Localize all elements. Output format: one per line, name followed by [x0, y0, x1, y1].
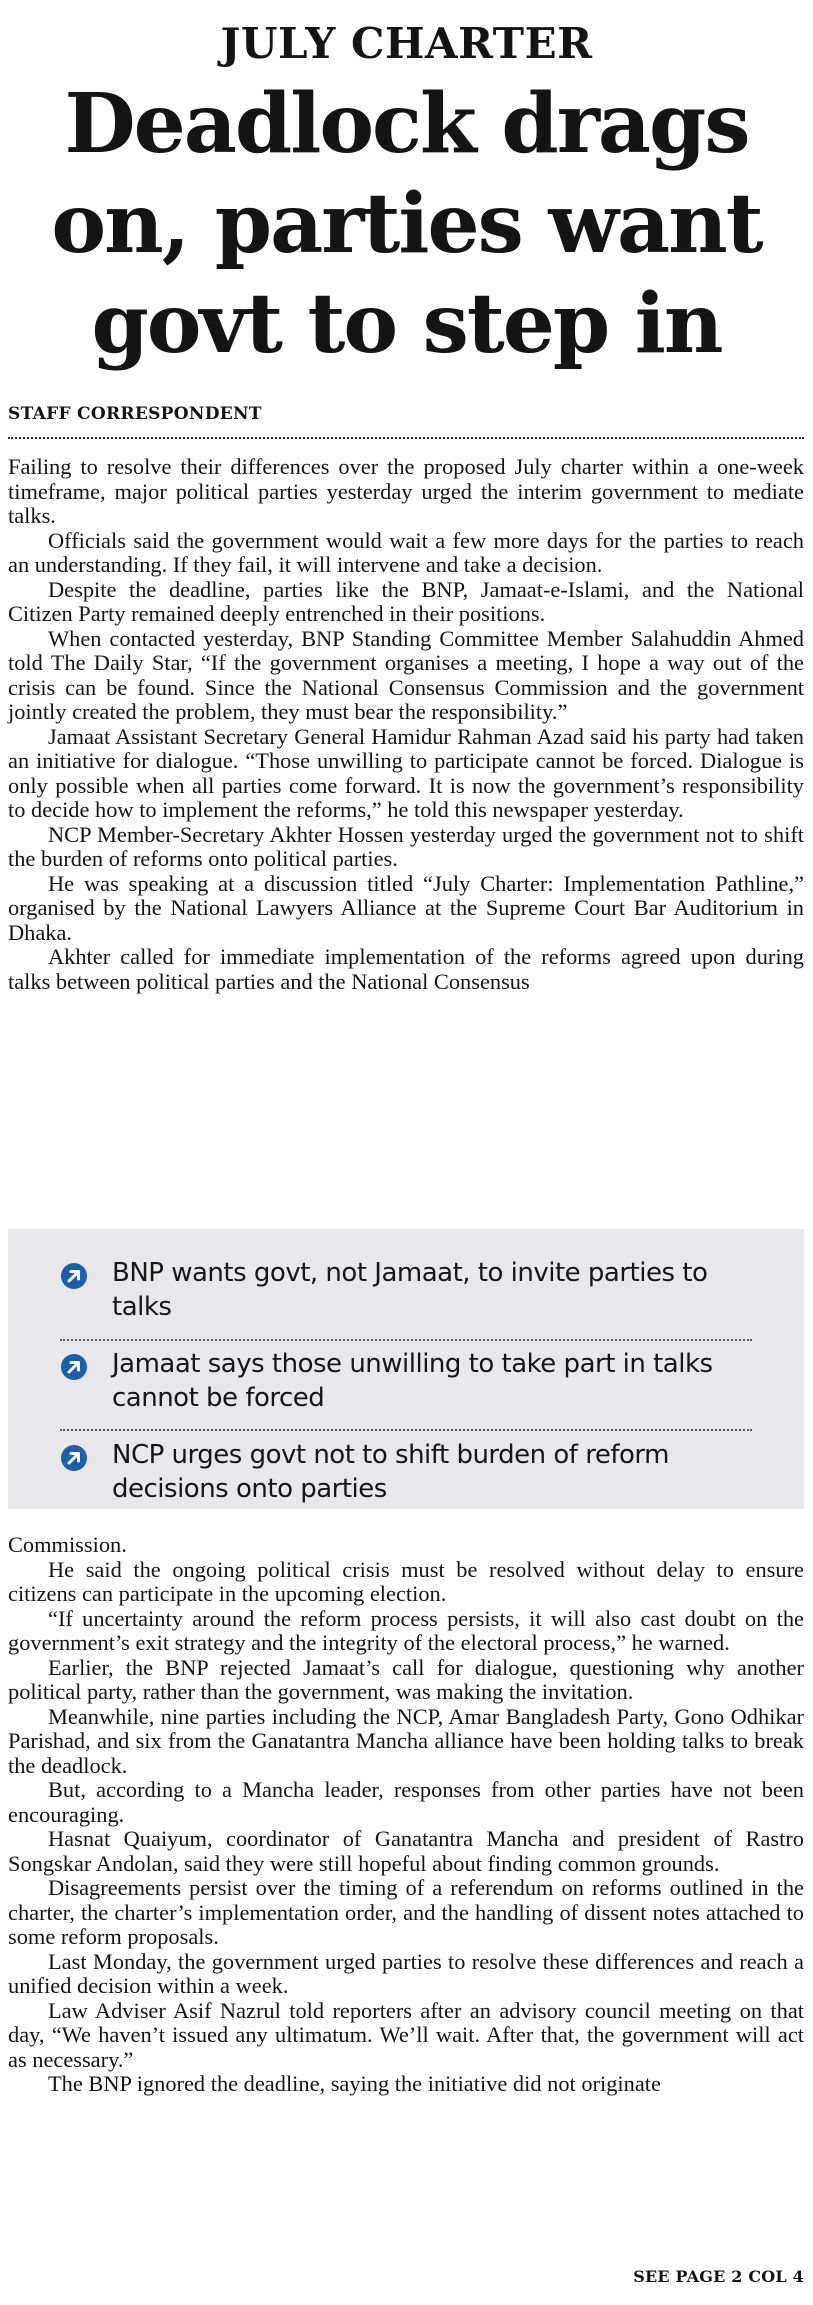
jump-line[interactable]: SEE PAGE 2 COL 4: [633, 2267, 804, 2286]
paragraph: Meanwhile, nine parties including the NCP, Amar Bangladesh Party, Gono Odhikar Parishad, and six from the Ganatantra Mancha alliance have been holding talks to break the deadlock.: [8, 1703, 804, 1778]
highlight-text: NCP urges govt not to shift burden of reform decisions onto parties: [112, 1440, 669, 1504]
paragraph: He was speaking at a discussion titled “July Charter: Implementation Pathline,” organised by the National Lawyers Alliance at the Supreme Court Bar Auditorium in Dhaka.: [8, 870, 804, 945]
paragraph: Disagreements persist over the timing of a referendum on reforms outlined in the charter, the charter’s implementation order, and the handling of dissent notes attached to some reform proposals.: [8, 1875, 804, 1949]
article-body-top: [8, 455, 804, 994]
arrow-circle-icon: [60, 1444, 88, 1472]
headline: [0, 74, 813, 374]
byline: STAFF CORRESPONDENT: [8, 404, 262, 424]
paragraph: When contacted yesterday, BNP Standing Committee Member Salahuddin Ahmed told The Daily Star, “If the government organises a meeting, I hope a way out of the crisis can be found. Since the National Consensus Commission and the government jointly created the problem, they must bear the responsibility.”: [8, 625, 804, 724]
headline-line: on, parties want: [51, 176, 762, 272]
headline-line: govt to step in: [91, 276, 722, 372]
byline-divider: [8, 437, 804, 439]
highlight-text: BNP wants govt, not Jamaat, to invite parties to talks: [112, 1258, 708, 1322]
highlight-text: Jamaat says those unwilling to take part in talks cannot be forced: [112, 1349, 713, 1413]
paragraph: Hasnat Quaiyum, coordinator of Ganatantra Mancha and president of Rastro Songskar Andolan, said they were still hopeful about finding common grounds.: [8, 1826, 804, 1876]
paragraph: Law Adviser Asif Nazrul told reporters after an advisory council meeting on that day, “We haven’t issued any ultimatum. We’ll wait. After that, the government will act as necessary.”: [8, 1997, 804, 2072]
paragraph: Failing to resolve their differences over the proposed July charter within a one-week timeframe, major political parties yesterday urged the interim government to mediate talks.: [8, 454, 804, 528]
paragraph: Officials said the government would wait a few more days for the parties to reach an understanding. If they fail, it will intervene and take a decision.: [8, 527, 804, 577]
headline-line: Deadlock drags: [64, 76, 749, 172]
paragraph: He said the ongoing political crisis must be resolved without delay to ensure citizens can participate in the upcoming election.: [8, 1556, 804, 1606]
paragraph: Akhter called for immediate implementation of the reforms agreed upon during talks between political parties and the National Consensus: [8, 944, 804, 994]
paragraph: Earlier, the BNP rejected Jamaat’s call for dialogue, questioning why another political party, rather than the government, was making the invitation.: [8, 1654, 804, 1704]
arrow-circle-icon: [60, 1353, 88, 1381]
highlights-box: [8, 1229, 804, 1509]
paragraph: NCP Member-Secretary Akhter Hossen yesterday urged the government not to shift the burden of reforms onto political parties.: [8, 821, 804, 871]
paragraph: Despite the deadline, parties like the BNP, Jamaat-e-Islami, and the National Citizen Party remained deeply entrenched in their positions.: [8, 576, 804, 626]
paragraph: Commission.: [8, 1532, 127, 1557]
arrow-circle-icon: [60, 1262, 88, 1290]
highlight-divider: [60, 1429, 752, 1431]
paragraph: “If uncertainty around the reform process persists, it will also cast doubt on the government’s exit strategy and the integrity of the electoral process,” he warned.: [8, 1605, 804, 1655]
paragraph: Jamaat Assistant Secretary General Hamidur Rahman Azad said his party had taken an initiative for dialogue. “Those unwilling to participate cannot be forced. Dialogue is only possible when all parties come forward. It is now the government’s responsibility to decide how to implement the reforms,” he told this newspaper yesterday.: [8, 723, 804, 822]
article-body-bottom: [8, 1533, 804, 2097]
paragraph: But, according to a Mancha leader, responses from other parties have not been encouraging.: [8, 1777, 804, 1827]
kicker: JULY CHARTER: [220, 19, 593, 68]
highlight-divider: [60, 1339, 752, 1341]
paragraph: Last Monday, the government urged parties to resolve these differences and reach a unified decision within a week.: [8, 1948, 804, 1998]
paragraph: The BNP ignored the deadline, saying the initiative did not originate: [48, 2071, 661, 2096]
